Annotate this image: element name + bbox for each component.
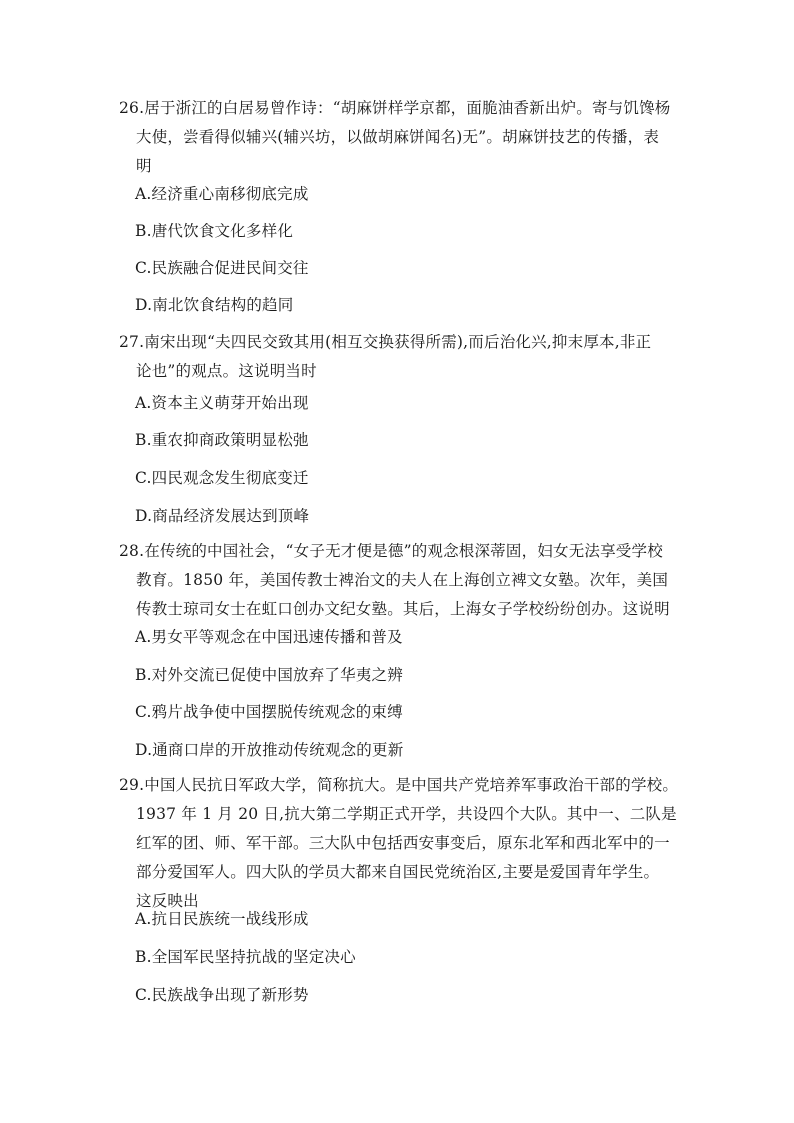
question-28	[119, 537, 689, 624]
question-27	[119, 328, 689, 386]
question-29-line-2: 1937 年 1 月 20 日,抗大第二学期正式开学，共设四个大队。其中一、二队是	[136, 805, 677, 823]
question-28-line-3: 传教士琼司女士在虹口创办文纪女塾。其后，上海女子学校纷纷创办。这说明	[136, 600, 670, 618]
question-26-option-a: A.经济重心南移彻底完成	[135, 185, 309, 203]
question-27-line-2: 论也”的观点。这说明当时	[136, 362, 317, 380]
question-26-option-c: C.民族融合促进民间交往	[135, 259, 309, 277]
question-27-option-b: B.重农抑商政策明显松弛	[135, 431, 309, 449]
question-26-option-b: B.唐代饮食文化多样化	[135, 222, 294, 240]
question-26	[119, 94, 689, 181]
question-28-line-2: 教育。1850 年，美国传教士裨治文的夫人在上海创立裨文女塾。次年，美国	[136, 571, 669, 589]
question-28-line-1: 28.在传统的中国社会，“女子无才便是德”的观念根深蒂固，妇女无法享受学校	[119, 542, 663, 560]
question-29-line-4: 部分爱国军人。四大队的学员大都来自国民党统治区,主要是爱国青年学生。	[136, 863, 660, 881]
question-27-option-a: A.资本主义萌芽开始出现	[135, 394, 309, 412]
question-29-line-5: 这反映出	[136, 892, 199, 910]
question-26-option-d: D.南北饮食结构的趋同	[135, 296, 294, 314]
question-28-option-b: B.对外交流已促使中国放弃了华夷之辨	[135, 666, 403, 684]
question-26-line-2: 大使，尝看得似辅兴(辅兴坊，以做胡麻饼闻名)无”。胡麻饼技艺的传播，表	[136, 128, 660, 146]
question-29-option-c: C.民族战争出现了新形势	[135, 986, 309, 1004]
question-27-option-c: C.四民观念发生彻底变迁	[135, 469, 309, 487]
question-29-option-b: B.全国军民坚持抗战的坚定决心	[135, 948, 356, 966]
question-26-line-1: 26.居于浙江的白居易曾作诗：“胡麻饼样学京都，面脆油香新出炉。寄与饥馋杨	[119, 99, 671, 117]
question-29	[119, 771, 689, 916]
question-28-option-d: D.通商口岸的开放推动传统观念的更新	[135, 741, 404, 759]
question-26-line-3: 明	[136, 157, 152, 175]
question-29-line-1: 29.中国人民抗日军政大学，简称抗大。是中国共产党培养军事政治干部的学校。	[119, 776, 679, 794]
question-28-option-c: C.鸦片战争使中国摆脱传统观念的束缚	[135, 703, 403, 721]
question-27-line-1: 27.南宋出现“夫四民交致其用(相互交换获得所需),而后治化兴,抑末厚本,非正	[119, 333, 652, 351]
question-29-option-a: A.抗日民族统一战线形成	[135, 910, 309, 928]
question-28-option-a: A.男女平等观念在中国迅速传播和普及	[135, 628, 403, 646]
question-27-option-d: D.商品经济发展达到顶峰	[135, 507, 310, 525]
question-29-line-3: 红军的团、师、军干部。三大队中包括西安事变后，原东北军和西北军中的一	[136, 834, 670, 852]
